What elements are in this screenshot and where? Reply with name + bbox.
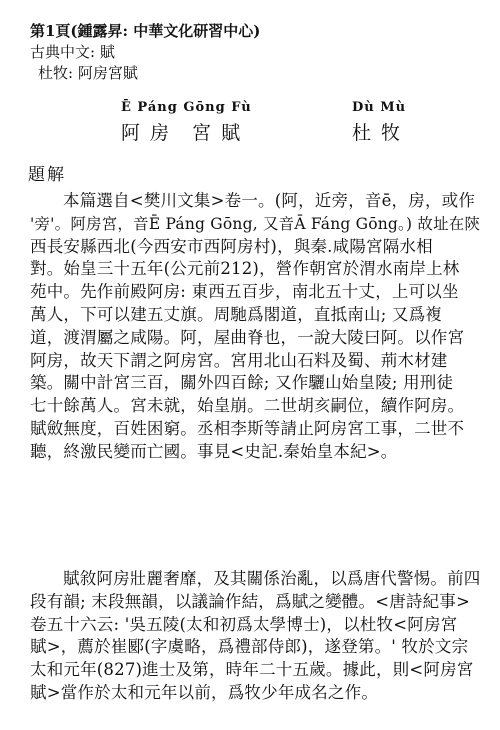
text-line: 築。關中計宮三百，關外四百餘; 又作驪山始皇陵; 用刑徒	[30, 373, 454, 393]
text-line: 道，渡渭屬之咸陽。阿，屋曲脊也，一說大陵曰阿。以作宮	[30, 327, 465, 347]
text-line: 萬人，下可以建五丈旗。周馳爲閣道，直抵南山; 又爲複	[30, 304, 443, 324]
text-line: 賦斂無度，百姓困窮。丞相李斯等請止阿房宮工事，二世不	[30, 418, 465, 438]
text-line: 對。始皇三十五年(公元前212)，營作朝宮於渭水南岸上林	[30, 259, 460, 279]
text-line: 卷五十六云: '吳五陵(太和初爲太學博士)，以杜牧<阿房宮	[30, 614, 458, 634]
text-line: '旁'。阿房宮，音Ē Páng Gōng, 又音Ā Fáng Gōng。) 故址在陝	[30, 214, 481, 233]
section-heading: 題解	[28, 165, 66, 185]
page-header-line: 第1頁(鍾露昇: 中華文化研習中心)	[30, 22, 261, 40]
text-line: 太和元年(827)進士及第，時年二十五歲。據此，則<阿房宮	[30, 660, 474, 680]
paragraph-2	[30, 568, 492, 705]
text-line: 賦>，薦於崔郾(字虞略，爲禮部侍郎)，遂登第。' 牧於文宗	[30, 637, 469, 657]
text-line: 賦敘阿房壯麗奢靡，及其關係治亂，以爲唐代警惕。前四	[63, 569, 481, 588]
work-line: 杜牧: 阿房宮賦	[38, 64, 138, 82]
paragraph-1	[30, 190, 492, 464]
work-title: 阿 房 宮 賦	[121, 122, 243, 144]
text-line: 七十餘萬人。宮未就，始皇崩。二世胡亥嗣位，續作阿房。	[30, 396, 465, 416]
text-line: 苑中。先作前殿阿房: 東西五百步，南北五十丈，上可以坐	[30, 282, 459, 302]
text-line: 阿房，故天下謂之阿房宮。宮用北山石料及蜀、荊木材建	[30, 350, 448, 370]
text-line: 聽，終激民變而亡國。事見<史記.秦始皇本紀>。	[30, 441, 398, 461]
text-line: 西長安縣西北(今西安市西阿房村)，與秦.咸陽宮隔水相	[30, 236, 433, 256]
text-line: 段有韻; 末段無韻，以議論作結，爲賦之變體。<唐詩紀事>	[30, 591, 471, 611]
course-line: 古典中文: 賦	[30, 43, 115, 61]
text-line: 賦>當作於太和元年以前，爲牧少年成名之作。	[30, 682, 379, 702]
title-pinyin: Ē Páng Gōng Fù	[121, 100, 252, 115]
text-line: 本篇選自<樊川文集>卷一。(阿，近旁，音ē，房，或作	[63, 191, 476, 210]
author-name: 杜 牧	[352, 122, 403, 144]
author-pinyin: Dù Mù	[352, 100, 407, 115]
